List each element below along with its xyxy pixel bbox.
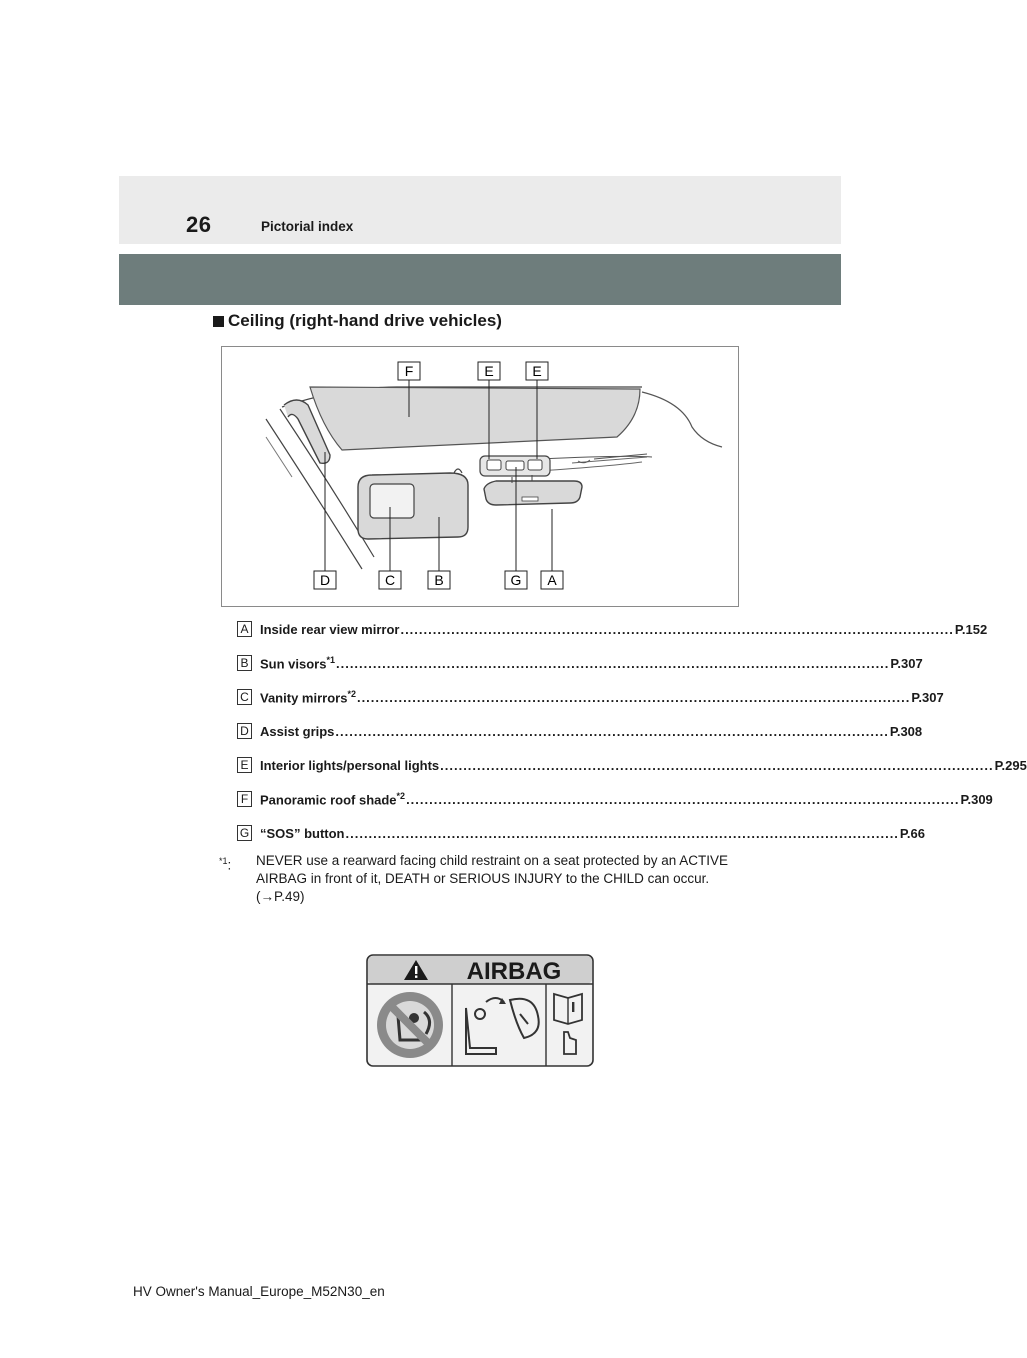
item-entry: [260, 622, 987, 637]
item-entry: [260, 655, 923, 671]
item-page-ref[interactable]: P.307: [911, 690, 944, 706]
leader-dots: ........................................................................................................................: [440, 757, 994, 773]
airbag-title: AIRBAG: [466, 958, 562, 985]
item-label: [260, 724, 334, 739]
item-label-text: Inside rear view mirror: [260, 621, 400, 637]
list-item: [237, 823, 925, 843]
item-letter-badge: D: [237, 723, 252, 739]
item-label-text: Sun visors: [260, 656, 327, 672]
callout-label: C: [384, 572, 396, 588]
callout-label: G: [510, 572, 522, 588]
header-band: [119, 176, 841, 244]
footnote: [219, 852, 739, 906]
footnote-text: NEVER use a rearward facing child restraint on a seat protected by an ACTIVE AIRBAG in front of it, DEATH or SERIOUS INJURY to the CHILD can occur. (→P.49): [256, 853, 728, 904]
item-entry: [260, 724, 922, 739]
item-entry: [260, 689, 944, 705]
item-label-text: “SOS” button: [260, 825, 345, 841]
item-letter-badge: B: [237, 655, 252, 671]
leader-dots: ........................................................................................................................: [335, 656, 890, 672]
list-item: [237, 653, 923, 673]
item-label: [260, 758, 439, 773]
item-letter-badge: E: [237, 757, 252, 773]
item-label: [260, 826, 345, 841]
footnote-ref: *2: [396, 790, 406, 801]
item-label: [260, 689, 356, 705]
title-bar: [119, 254, 841, 305]
leader-dots: ........................................................................................................................: [335, 723, 889, 739]
item-label: [260, 622, 399, 637]
item-letter-badge: A: [237, 621, 252, 637]
leader-dots: ........................................................................................................................: [400, 621, 954, 637]
footnote-marker-text: *1: [219, 856, 228, 866]
heading-text: Ceiling (right-hand drive vehicles): [228, 311, 502, 330]
item-label-text: Panoramic roof shade: [260, 792, 397, 808]
callout-label: F: [404, 363, 414, 379]
item-page-ref[interactable]: P.307: [890, 656, 923, 672]
callout-label: D: [319, 572, 331, 588]
square-bullet-icon: [213, 316, 224, 327]
callout-label: B: [434, 572, 444, 588]
item-letter-badge: G: [237, 825, 252, 841]
callout-label: E: [532, 363, 542, 379]
item-page-ref[interactable]: P.308: [889, 723, 923, 739]
item-page-ref[interactable]: P.66: [899, 825, 925, 841]
footnote-ref: *2: [347, 688, 356, 699]
callout-label: A: [547, 572, 557, 588]
item-page-ref[interactable]: P.309: [960, 792, 993, 808]
item-label: [260, 655, 335, 671]
item-label: [260, 791, 405, 807]
leader-dots: ........................................................................................................................: [356, 690, 911, 706]
leader-dots: ........................................................................................................................: [406, 792, 960, 808]
airbag-warning-label: [366, 954, 594, 1067]
list-item: [237, 755, 1027, 775]
list-item: [237, 619, 988, 639]
footer-text: HV Owner's Manual_Europe_M52N30_en: [133, 1284, 385, 1299]
item-label-text: Assist grips: [260, 723, 335, 739]
list-item: [237, 789, 993, 809]
item-label-text: Interior lights/personal lights: [260, 757, 440, 773]
item-page-ref[interactable]: P.295: [994, 757, 1027, 773]
item-entry: [260, 758, 1027, 773]
ceiling-drawing: [222, 347, 738, 606]
ceiling-illustration: [221, 346, 739, 607]
leader-dots: ........................................................................................................................: [345, 825, 899, 841]
footnote-ref: *1: [326, 654, 335, 665]
list-item: [237, 721, 923, 741]
list-item: [237, 687, 944, 707]
page-number: 26: [186, 212, 212, 237]
callout-label: E: [484, 363, 494, 379]
airbag-label-drawing: [366, 954, 594, 1067]
item-entry: [260, 791, 993, 807]
item-entry: [260, 826, 925, 841]
item-letter-badge: F: [237, 791, 252, 807]
section-heading: [213, 311, 502, 331]
no-rear-facing-seat-icon: [377, 992, 443, 1058]
footnote-marker: $^{*1}$:: [219, 856, 232, 873]
item-letter-badge: C: [237, 689, 252, 705]
item-label-text: Vanity mirrors: [260, 690, 348, 706]
section-title: Pictorial index: [261, 219, 354, 234]
item-page-ref[interactable]: P.152: [954, 621, 988, 637]
